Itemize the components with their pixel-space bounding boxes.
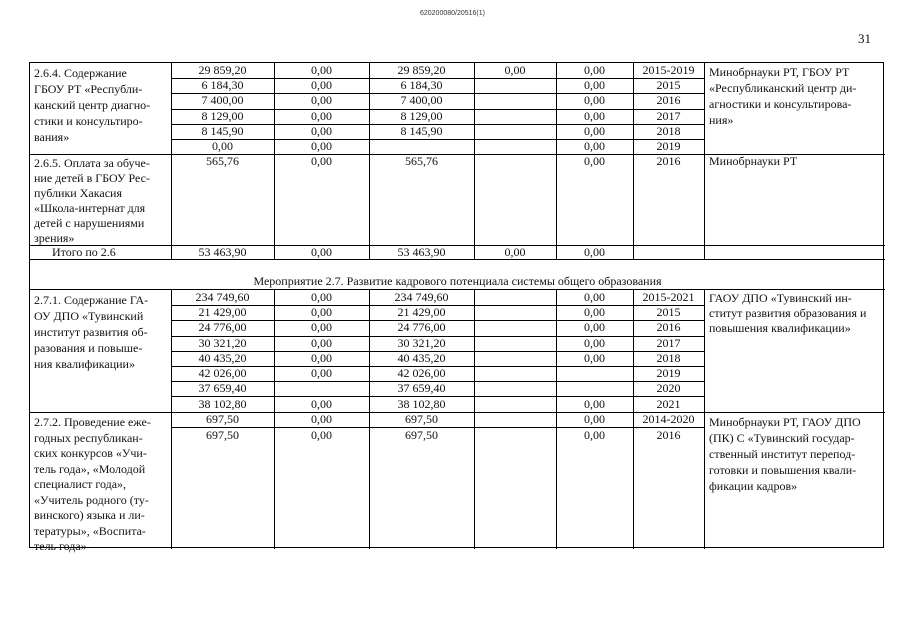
grid-line bbox=[704, 63, 705, 259]
cell-federal: 0,00 bbox=[311, 109, 332, 123]
cell-local: 0,00 bbox=[504, 63, 526, 77]
cell-other: 0,00 bbox=[584, 109, 605, 123]
cell-total: 697,50 bbox=[206, 428, 239, 442]
cell-total: 21 429,00 bbox=[198, 305, 247, 319]
cell-years: 2015 bbox=[656, 305, 681, 319]
cell-years: 2015-2021 bbox=[642, 290, 695, 304]
page-number: 31 bbox=[858, 31, 871, 46]
cell-republic: 24 776,00 bbox=[397, 320, 446, 334]
cell-total: 24 776,00 bbox=[198, 320, 247, 334]
cell-other: 0,00 bbox=[584, 305, 605, 319]
cell-total: 40 435,20 bbox=[198, 351, 247, 365]
cell-republic: 565,76 bbox=[405, 154, 438, 168]
cell-years: 2016 bbox=[656, 154, 681, 168]
grid-line bbox=[474, 289, 475, 549]
cell-other: 0,00 bbox=[584, 320, 605, 334]
cell-years: 2016 bbox=[656, 320, 681, 334]
cell-federal: 0,00 bbox=[311, 305, 332, 319]
cell-total: 697,50 bbox=[206, 412, 239, 426]
cell-other: 0,00 bbox=[584, 63, 605, 77]
cell-total: 8 145,90 bbox=[201, 124, 244, 138]
cell-total: 234 749,60 bbox=[195, 290, 250, 304]
cell-years: 2018 bbox=[656, 351, 681, 365]
row-2-7-1-description: 2.7.1. Содержание ГА- ОУ ДПО «Тувинский институт развития об- разования и повыше- ния квалификации» bbox=[34, 293, 149, 371]
cell-federal: 0,00 bbox=[311, 78, 332, 92]
cell-other: 0,00 bbox=[584, 139, 605, 153]
cell-republic: 8 129,00 bbox=[400, 109, 443, 123]
cell-republic: 53 463,90 bbox=[397, 245, 446, 259]
cell-federal: 0,00 bbox=[311, 428, 332, 442]
cell-other: 0,00 bbox=[584, 290, 605, 304]
cell-federal: 0,00 bbox=[311, 154, 332, 168]
cell-local: 0,00 bbox=[504, 245, 526, 259]
cell-federal: 0,00 bbox=[311, 93, 332, 107]
cell-total: 565,76 bbox=[206, 154, 239, 168]
cell-other: 0,00 bbox=[584, 245, 605, 259]
cell-total: 8 129,00 bbox=[201, 109, 244, 123]
cell-federal: 0,00 bbox=[311, 397, 332, 411]
cell-federal: 0,00 bbox=[311, 366, 332, 380]
cell-other: 0,00 bbox=[584, 154, 605, 168]
cell-other: 0,00 bbox=[584, 336, 605, 350]
cell-republic: 21 429,00 bbox=[397, 305, 446, 319]
row-2-6-5-description: 2.6.5. Оплата за обуче- ние детей в ГБОУ Рес- публики Хакасия «Школа-интернат для детей с нарушениями зрения» bbox=[34, 156, 150, 245]
cell-other: 0,00 bbox=[584, 397, 605, 411]
cell-total: 38 102,80 bbox=[198, 397, 247, 411]
row-2-7-2-description: 2.7.2. Проведение еже- годных республикан- ских конкурсов «Учи- тель года», «Молодой специалист года», «Учитель родного (ту- винского) языка и ли- тературы», «Воспита- тель года» bbox=[34, 415, 151, 553]
cell-federal: 0,00 bbox=[311, 351, 332, 365]
row-2-6-4-description: 2.6.4. Содержание ГБОУ РТ «Республи- канский центр диагно- стики и консультиро- вания» bbox=[34, 66, 151, 144]
cell-total: 37 659,40 bbox=[198, 381, 247, 395]
cell-total: 53 463,90 bbox=[198, 245, 247, 259]
cell-years: 2021 bbox=[656, 397, 681, 411]
grid-line bbox=[704, 289, 705, 549]
cell-other: 0,00 bbox=[584, 428, 605, 442]
cell-republic: 42 026,00 bbox=[397, 366, 446, 380]
cell-total: 42 026,00 bbox=[198, 366, 247, 380]
cell-federal: 0,00 bbox=[311, 336, 332, 350]
cell-other: 0,00 bbox=[584, 93, 605, 107]
cell-years: 2015 bbox=[656, 78, 681, 92]
cell-years: 2015-2019 bbox=[642, 63, 695, 77]
row-2-7-2-executor: Минобрнауки РТ, ГАОУ ДПО (ПК) С «Тувинский государ- ственный институт перепод- готовки и повышения квали- фикации кадров» bbox=[709, 415, 861, 493]
cell-total: 30 321,20 bbox=[198, 336, 247, 350]
cell-total: 7 400,00 bbox=[201, 93, 244, 107]
row-2-7-1-executor: ГАОУ ДПО «Тувинский ин- ститут развития образования и повышения квалификации» bbox=[709, 291, 867, 335]
cell-total: 0,00 bbox=[212, 139, 233, 153]
cell-federal: 0,00 bbox=[311, 124, 332, 138]
cell-republic: 40 435,20 bbox=[397, 351, 446, 365]
cell-republic: 8 145,90 bbox=[400, 124, 443, 138]
row-2-6-5-executor: Минобрнауки РТ bbox=[709, 154, 798, 168]
document-code: 620200080/20516(1) bbox=[419, 10, 485, 17]
cell-republic: 697,50 bbox=[405, 428, 438, 442]
cell-federal: 0,00 bbox=[311, 245, 332, 259]
cell-federal: 0,00 bbox=[311, 63, 332, 77]
cell-years: 2017 bbox=[656, 336, 681, 350]
cell-years: 2017 bbox=[656, 109, 681, 123]
cell-years: 2020 bbox=[656, 381, 681, 395]
cell-federal: 0,00 bbox=[311, 290, 332, 304]
cell-years: 2019 bbox=[656, 366, 681, 380]
cell-republic: 38 102,80 bbox=[397, 397, 446, 411]
budget-table bbox=[29, 62, 884, 553]
grid-line bbox=[30, 289, 885, 290]
row-2-6-4-executor: Минобрнауки РТ, ГБОУ РТ «Республиканский центр ди- агностики и консультирова- ния» bbox=[709, 65, 857, 127]
cell-republic: 697,50 bbox=[405, 412, 438, 426]
cell-years: 2018 bbox=[656, 124, 681, 138]
cell-other: 0,00 bbox=[584, 412, 605, 426]
cell-other: 0,00 bbox=[584, 78, 605, 92]
cell-republic: 7 400,00 bbox=[400, 93, 443, 107]
section-2-7-heading: Мероприятие 2.7. Развитие кадрового потенциала системы общего образования bbox=[253, 274, 662, 288]
cell-other: 0,00 bbox=[584, 124, 605, 138]
cell-federal: 0,00 bbox=[311, 412, 332, 426]
cell-total: 29 859,20 bbox=[198, 63, 247, 77]
cell-republic: 29 859,20 bbox=[397, 63, 446, 77]
cell-other: 0,00 bbox=[584, 351, 605, 365]
total-2-6-label: Итого по 2.6 bbox=[52, 245, 116, 259]
cell-years: 2019 bbox=[656, 139, 681, 153]
cell-years: 2016 bbox=[656, 93, 681, 107]
cell-federal: 0,00 bbox=[311, 320, 332, 334]
cell-republic: 6 184,30 bbox=[400, 78, 443, 92]
cell-years: 2014-2020 bbox=[642, 412, 695, 426]
cell-years: 2016 bbox=[656, 428, 681, 442]
cell-republic: 30 321,20 bbox=[397, 336, 446, 350]
cell-republic: 37 659,40 bbox=[397, 381, 446, 395]
cell-federal: 0,00 bbox=[311, 139, 332, 153]
cell-total: 6 184,30 bbox=[201, 78, 244, 92]
cell-republic: 234 749,60 bbox=[394, 290, 449, 304]
grid-line bbox=[30, 259, 885, 260]
